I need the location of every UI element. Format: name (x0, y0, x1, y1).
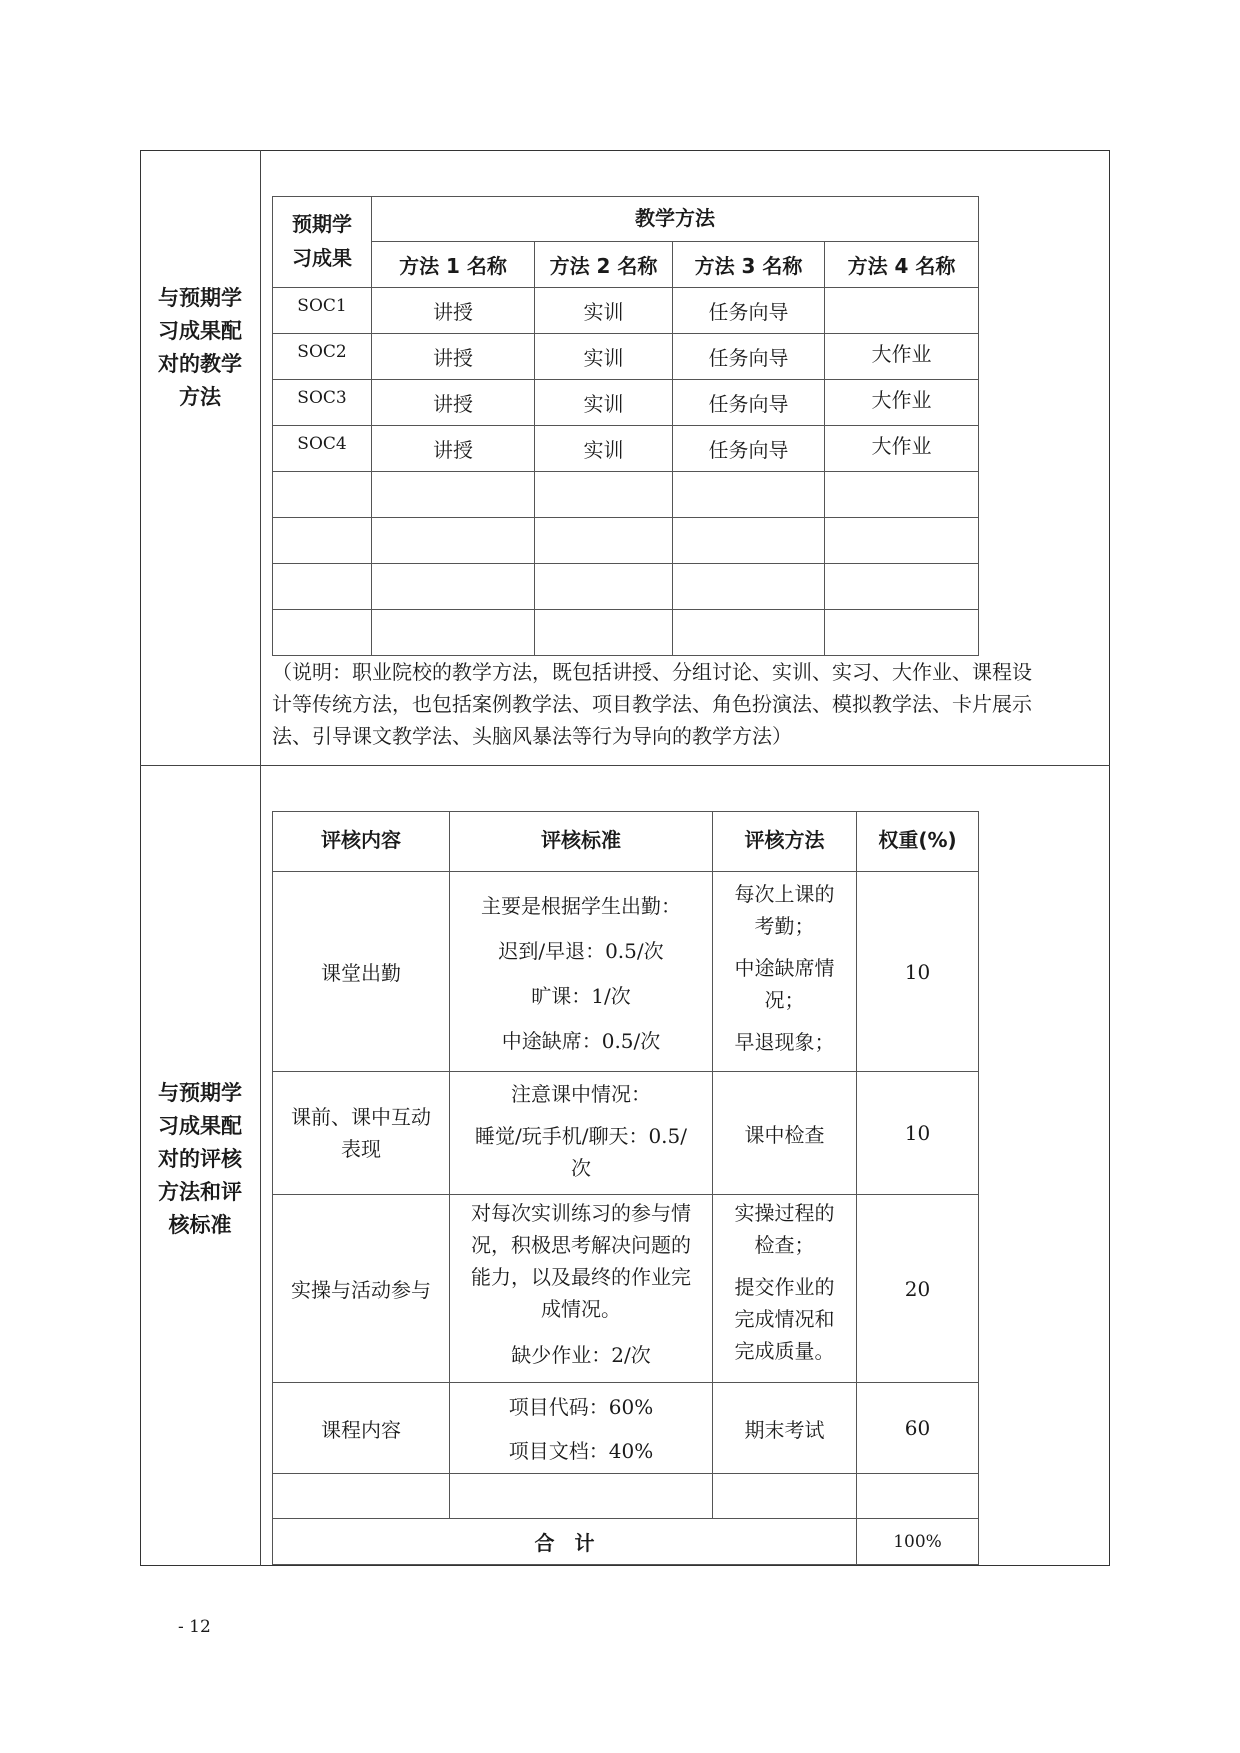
assessment-weight-cell: 60 (857, 1383, 979, 1474)
criteria-line: 缺少作业：2/次 (511, 1343, 651, 1367)
section1-label-line: 与预期学 (158, 286, 242, 310)
section2-label (150, 1077, 250, 1242)
method-cell: 任务向导 (673, 288, 825, 334)
outcome-cell: SOC4 (273, 426, 372, 472)
table-row (273, 1195, 979, 1383)
assessment-method-cell: 课中检查 (713, 1072, 857, 1195)
criteria-line: 能力，以及最终的作业完 (471, 1265, 691, 1289)
method-cell: 实训 (535, 380, 673, 426)
criteria-line: 睡觉/玩手机/聊天：0.5/ (474, 1124, 688, 1148)
outcome-cell: SOC1 (273, 288, 372, 334)
table-row (273, 872, 979, 1072)
total-value: 100% (857, 1519, 979, 1565)
section1-label (150, 282, 250, 414)
method-line: 实操过程的 (734, 1201, 835, 1225)
total-label: 合 计 (273, 1519, 857, 1565)
assessment-content-cell (273, 1072, 450, 1195)
table-row (273, 380, 979, 426)
total-row (273, 1519, 979, 1565)
criteria-line: 次 (571, 1156, 591, 1180)
method-cell: 实训 (535, 334, 673, 380)
outcome-cell: SOC2 (273, 334, 372, 380)
page-number: - 12 (178, 1617, 211, 1637)
teaching-methods-table (272, 196, 979, 656)
method-line: 提交作业的 (734, 1275, 835, 1299)
methods-header: 教学方法 (372, 197, 979, 242)
table-row (273, 1383, 979, 1474)
method-cell: 大作业 (825, 334, 979, 380)
method-cell: 讲授 (372, 380, 535, 426)
method-cell: 任务向导 (673, 426, 825, 472)
assessment-header: 评核标准 (450, 812, 713, 872)
method-cell: 大作业 (825, 426, 979, 472)
empty-row (273, 472, 979, 518)
criteria-line: 旷课：1/次 (531, 984, 631, 1008)
content-line: 表现 (341, 1137, 381, 1161)
assessment-method-cell (713, 1195, 857, 1383)
criteria-line: 注意课中情况： (511, 1082, 651, 1106)
criteria-line: 对每次实训练习的参与情 (471, 1201, 691, 1225)
method-cell: 讲授 (372, 334, 535, 380)
assessment-table (272, 811, 979, 1565)
section2-label-line: 方法和评 (158, 1180, 242, 1204)
method-line: 完成质量。 (734, 1339, 835, 1363)
assessment-header: 评核方法 (713, 812, 857, 872)
table-row (273, 334, 979, 380)
section2-label-line: 对的评核 (158, 1147, 242, 1171)
empty-row (273, 610, 979, 656)
method-cell: 大作业 (825, 380, 979, 426)
criteria-line: 主要是根据学生出勤： (481, 894, 681, 918)
assessment-weight-cell: 20 (857, 1195, 979, 1383)
empty-row (273, 564, 979, 610)
method-column-header: 方法 1 名称 (372, 242, 535, 288)
method-cell: 讲授 (372, 426, 535, 472)
method-column-header: 方法 3 名称 (673, 242, 825, 288)
assessment-content-cell: 实操与活动参与 (273, 1195, 450, 1383)
note-line: （说明：职业院校的教学方法，既包括讲授、分组讨论、实训、实习、大作业、课程设 (272, 660, 1032, 684)
table-row (273, 426, 979, 472)
section2-label-line: 核标准 (168, 1213, 232, 1237)
assessment-criteria-cell (450, 1383, 713, 1474)
assessment-header: 权重(%) (857, 812, 979, 872)
section2-label-line: 与预期学 (158, 1081, 242, 1105)
method-line: 早退现象； (734, 1030, 835, 1054)
criteria-line: 况，积极思考解决问题的 (471, 1233, 691, 1257)
assessment-method-cell: 期末考试 (713, 1383, 857, 1474)
assessment-content-cell: 课程内容 (273, 1383, 450, 1474)
empty-row (273, 518, 979, 564)
outcome-header-line: 习成果 (292, 246, 352, 270)
assessment-criteria-cell (450, 1195, 713, 1383)
assessment-content-cell: 课堂出勤 (273, 872, 450, 1072)
method-line: 考勤； (754, 914, 815, 938)
method-column-header: 方法 2 名称 (535, 242, 673, 288)
note-line: 计等传统方法，也包括案例教学法、项目教学法、角色扮演法、模拟教学法、卡片展示 (272, 692, 1032, 716)
table-row (273, 288, 979, 334)
assessment-criteria-cell (450, 872, 713, 1072)
method-cell: 实训 (535, 426, 673, 472)
content-line: 课前、课中互动 (291, 1105, 431, 1129)
criteria-line: 项目文档：40% (508, 1439, 654, 1463)
criteria-line: 中途缺席：0.5/次 (501, 1029, 661, 1053)
outcome-header-line: 预期学 (292, 212, 352, 236)
criteria-line: 迟到/早退：0.5/次 (498, 939, 664, 963)
assessment-weight-cell: 10 (857, 872, 979, 1072)
method-line: 况； (764, 988, 805, 1012)
criteria-line: 成情况。 (541, 1297, 621, 1321)
method-column-header: 方法 4 名称 (825, 242, 979, 288)
method-cell: 任务向导 (673, 380, 825, 426)
teaching-methods-note (272, 656, 1102, 752)
assessment-method-cell (713, 872, 857, 1072)
table-row (273, 1072, 979, 1195)
section1-label-line: 习成果配 (158, 319, 242, 343)
section1-label-line: 对的教学 (158, 352, 242, 376)
method-line: 完成情况和 (734, 1307, 835, 1331)
assessment-header: 评核内容 (273, 812, 450, 872)
assessment-weight-cell: 10 (857, 1072, 979, 1195)
label-column-divider (260, 150, 261, 1566)
method-cell: 任务向导 (673, 334, 825, 380)
criteria-line: 项目代码：60% (508, 1395, 654, 1419)
method-cell: 讲授 (372, 288, 535, 334)
method-line: 每次上课的 (734, 882, 835, 906)
method-line: 中途缺席情 (734, 956, 835, 980)
method-cell: 实训 (535, 288, 673, 334)
section1-label-line: 方法 (179, 385, 221, 409)
section2-label-line: 习成果配 (158, 1114, 242, 1138)
section-divider (140, 765, 1110, 766)
assessment-criteria-cell (450, 1072, 713, 1195)
method-cell (825, 288, 979, 334)
method-line: 检查； (754, 1233, 815, 1257)
note-line: 法、引导课文教学法、头脑风暴法等行为导向的教学方法） (272, 724, 792, 748)
empty-row (273, 1474, 979, 1519)
outcome-cell: SOC3 (273, 380, 372, 426)
outcome-header (273, 197, 372, 288)
